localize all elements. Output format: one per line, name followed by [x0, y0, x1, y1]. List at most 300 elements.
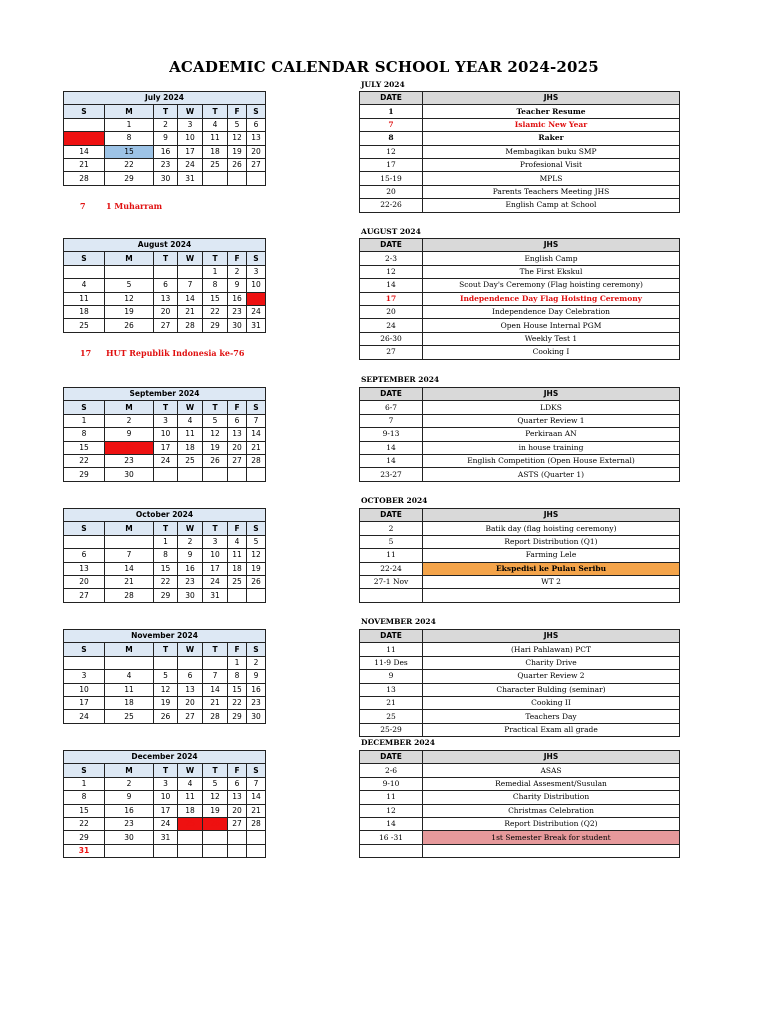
- calendar-day-cell: 25: [178, 817, 203, 830]
- calendar-day-cell: 27: [64, 589, 105, 602]
- event-date: [360, 589, 423, 602]
- calendar-day-cell: 17: [247, 292, 266, 305]
- calendar-day-cell: 18: [64, 305, 105, 318]
- calendar-week-row: [64, 414, 266, 427]
- weekday-header: T: [203, 105, 228, 118]
- calendar-day-cell: 24: [203, 575, 228, 588]
- calendar-day-cell: 19: [105, 305, 154, 318]
- event-date: 17: [360, 292, 423, 305]
- event-description: MPLS: [423, 172, 680, 185]
- calendar-day-cell: 1: [154, 535, 178, 548]
- events-header-date: DATE: [360, 239, 423, 252]
- calendar-week-row: [64, 132, 266, 145]
- events-header-jhs: JHS: [423, 509, 680, 522]
- calendar-day-cell: [228, 468, 247, 481]
- event-date: 14: [360, 817, 423, 830]
- weekday-header: F: [228, 252, 247, 265]
- weekday-header: W: [178, 105, 203, 118]
- calendar-day-cell: 28: [105, 589, 154, 602]
- calendar-day-cell: 9: [154, 132, 178, 145]
- weekday-header: T: [154, 105, 178, 118]
- calendar-day-cell: 2: [105, 777, 154, 790]
- calendar-day-cell: 25: [228, 575, 247, 588]
- event-row: [360, 670, 680, 683]
- events-table: [359, 750, 680, 858]
- calendar-day-cell: [178, 656, 203, 669]
- events-header-date: DATE: [360, 751, 423, 764]
- event-date: 15-19: [360, 172, 423, 185]
- weekday-header: M: [105, 105, 154, 118]
- calendar-day-cell: 31: [64, 844, 105, 857]
- event-row: [360, 575, 680, 588]
- calendar-day-cell: 25: [178, 454, 203, 467]
- calendar-day-cell: 12: [203, 428, 228, 441]
- calendar-day-cell: 12: [247, 549, 266, 562]
- event-row: [360, 305, 680, 318]
- calendar-week-row: [64, 172, 266, 185]
- calendar-day-cell: 27: [154, 319, 178, 332]
- event-description: [423, 844, 680, 857]
- event-description: Quarter Review 1: [423, 414, 680, 427]
- calendar-day-cell: 20: [228, 441, 247, 454]
- event-row: [360, 401, 680, 414]
- event-date: 27: [360, 346, 423, 359]
- event-description: Practical Exam all grade: [423, 723, 680, 736]
- calendar-day-cell: 26: [203, 454, 228, 467]
- event-date: 12: [360, 804, 423, 817]
- calendar-day-cell: 11: [203, 132, 228, 145]
- calendar-day-cell: 26: [247, 575, 266, 588]
- calendar-day-cell: 28: [203, 710, 228, 723]
- weekday-header: S: [64, 401, 105, 414]
- calendar-day-cell: 31: [178, 172, 203, 185]
- event-description: Scout Day's Ceremony (Flag hoisting ceremony): [423, 279, 680, 292]
- weekday-header: F: [228, 105, 247, 118]
- weekday-header: S: [64, 764, 105, 777]
- calendar-day-cell: 31: [203, 589, 228, 602]
- weekday-header: T: [203, 522, 228, 535]
- calendar-week-row: [64, 575, 266, 588]
- calendar-day-cell: [178, 844, 203, 857]
- event-description: Character Bulding (seminar): [423, 683, 680, 696]
- calendar-day-cell: 31: [247, 319, 266, 332]
- calendar-month-title: July 2024: [64, 92, 266, 105]
- calendar-day-cell: 10: [154, 428, 178, 441]
- event-description: ASAS: [423, 764, 680, 777]
- event-description: Cooking II: [423, 696, 680, 709]
- calendar-day-cell: 18: [203, 145, 228, 158]
- calendar-day-cell: 3: [178, 118, 203, 131]
- calendar-day-cell: 14: [178, 292, 203, 305]
- calendar-day-cell: 11: [64, 292, 105, 305]
- calendar-day-cell: 19: [203, 804, 228, 817]
- calendar-day-cell: [105, 265, 154, 278]
- calendar-week-row: [64, 656, 266, 669]
- calendar-day-cell: 8: [203, 279, 228, 292]
- calendar-day-cell: 21: [64, 158, 105, 171]
- event-row: [360, 199, 680, 212]
- calendar-day-cell: 16: [105, 804, 154, 817]
- weekday-header: T: [154, 764, 178, 777]
- calendar-week-row: [64, 118, 266, 131]
- calendar-day-cell: [203, 468, 228, 481]
- calendar-day-cell: 8: [228, 670, 247, 683]
- event-description: in house training: [423, 441, 680, 454]
- event-row: [360, 441, 680, 454]
- calendar-day-cell: [154, 265, 178, 278]
- event-date: 6-7: [360, 401, 423, 414]
- calendar-day-cell: 7: [247, 414, 266, 427]
- calendar-day-cell: 7: [178, 279, 203, 292]
- calendar-week-row: [64, 145, 266, 158]
- calendar-day-cell: 20: [247, 145, 266, 158]
- calendar-day-cell: 3: [154, 777, 178, 790]
- month-label: AUGUST 2024: [361, 227, 421, 236]
- calendar-day-cell: 8: [105, 132, 154, 145]
- calendar-day-cell: 6: [228, 414, 247, 427]
- calendar-day-cell: 23: [228, 305, 247, 318]
- calendar-day-cell: 19: [228, 145, 247, 158]
- calendar-day-cell: 30: [228, 319, 247, 332]
- calendar-day-cell: 30: [154, 172, 178, 185]
- weekday-header: W: [178, 522, 203, 535]
- event-row: [360, 185, 680, 198]
- calendar-day-cell: 8: [64, 428, 105, 441]
- calendar-day-cell: 5: [154, 670, 178, 683]
- calendar-week-row: [64, 670, 266, 683]
- event-row: [360, 118, 680, 131]
- calendar-day-cell: 27: [228, 454, 247, 467]
- calendar-day-cell: [64, 265, 105, 278]
- calendar-day-cell: 11: [105, 683, 154, 696]
- weekday-header: T: [203, 643, 228, 656]
- calendar-day-cell: 3: [64, 670, 105, 683]
- events-header-date: DATE: [360, 630, 423, 643]
- event-row: [360, 683, 680, 696]
- weekday-header: S: [64, 643, 105, 656]
- calendar-day-cell: [178, 468, 203, 481]
- calendar-day-cell: 26: [228, 158, 247, 171]
- event-date: 23-27: [360, 468, 423, 481]
- event-row: [360, 817, 680, 830]
- calendar-day-cell: 12: [228, 132, 247, 145]
- calendar-day-cell: 22: [64, 454, 105, 467]
- calendar-day-cell: 5: [228, 118, 247, 131]
- weekday-header: S: [247, 522, 266, 535]
- calendar-week-row: [64, 710, 266, 723]
- calendar-day-cell: 13: [154, 292, 178, 305]
- calendar-day-cell: 20: [228, 804, 247, 817]
- calendar-day-cell: 26: [203, 817, 228, 830]
- calendar-day-cell: 2: [178, 535, 203, 548]
- events-header-jhs: JHS: [423, 630, 680, 643]
- calendar-day-cell: 31: [154, 831, 178, 844]
- calendar-day-cell: 18: [228, 562, 247, 575]
- calendar-day-cell: 30: [105, 831, 154, 844]
- calendar-day-cell: [105, 535, 154, 548]
- mini-calendar: [63, 508, 266, 603]
- calendar-day-cell: 22: [154, 575, 178, 588]
- weekday-header: M: [105, 522, 154, 535]
- calendar-day-cell: [105, 844, 154, 857]
- calendar-day-cell: 5: [203, 414, 228, 427]
- calendar-day-cell: [64, 118, 105, 131]
- calendar-day-cell: 16: [154, 145, 178, 158]
- calendar-day-cell: 10: [203, 549, 228, 562]
- calendar-day-cell: 8: [154, 549, 178, 562]
- event-row: [360, 428, 680, 441]
- calendar-day-cell: 14: [247, 791, 266, 804]
- weekday-header: S: [64, 252, 105, 265]
- calendar-week-row: [64, 831, 266, 844]
- weekday-header: S: [247, 401, 266, 414]
- event-date: 25: [360, 710, 423, 723]
- calendar-day-cell: 15: [228, 683, 247, 696]
- calendar-day-cell: 14: [203, 683, 228, 696]
- calendar-day-cell: 13: [228, 428, 247, 441]
- weekday-header: T: [154, 401, 178, 414]
- calendar-day-cell: 23: [105, 454, 154, 467]
- calendar-month-title: October 2024: [64, 509, 266, 522]
- calendar-day-cell: 29: [64, 831, 105, 844]
- calendar-day-cell: 4: [64, 279, 105, 292]
- event-date: 24: [360, 319, 423, 332]
- event-description: Quarter Review 2: [423, 670, 680, 683]
- event-date: 20: [360, 305, 423, 318]
- calendar-day-cell: 14: [64, 145, 105, 158]
- calendar-day-cell: 25: [105, 710, 154, 723]
- calendar-day-cell: 4: [203, 118, 228, 131]
- weekday-header: F: [228, 401, 247, 414]
- event-row: [360, 319, 680, 332]
- event-date: 20: [360, 185, 423, 198]
- event-date: 13: [360, 683, 423, 696]
- calendar-day-cell: 19: [154, 696, 178, 709]
- event-row: [360, 589, 680, 602]
- event-row: [360, 562, 680, 575]
- event-row: [360, 764, 680, 777]
- calendar-day-cell: 7: [247, 777, 266, 790]
- calendar-week-row: [64, 441, 266, 454]
- calendar-week-row: [64, 683, 266, 696]
- event-description: Parents Teachers Meeting JHS: [423, 185, 680, 198]
- event-date: 22-24: [360, 562, 423, 575]
- calendar-day-cell: 18: [178, 804, 203, 817]
- calendar-day-cell: 1: [64, 777, 105, 790]
- event-date: [360, 844, 423, 857]
- calendar-day-cell: 21: [178, 305, 203, 318]
- calendar-week-row: [64, 562, 266, 575]
- calendar-day-cell: [178, 831, 203, 844]
- event-description: Independence Day Flag Hoisting Ceremony: [423, 292, 680, 305]
- calendar-day-cell: [203, 844, 228, 857]
- events-table: [359, 629, 680, 737]
- calendar-day-cell: [154, 656, 178, 669]
- calendar-day-cell: 17: [203, 562, 228, 575]
- calendar-day-cell: 11: [178, 428, 203, 441]
- weekday-header: M: [105, 643, 154, 656]
- weekday-header: S: [247, 252, 266, 265]
- event-row: [360, 414, 680, 427]
- calendar-week-row: [64, 804, 266, 817]
- event-description: LDKS: [423, 401, 680, 414]
- holiday-note-day: 17: [80, 348, 92, 358]
- event-date: 21: [360, 696, 423, 709]
- calendar-day-cell: [154, 468, 178, 481]
- event-date: 14: [360, 279, 423, 292]
- weekday-header: S: [64, 522, 105, 535]
- calendar-day-cell: 3: [247, 265, 266, 278]
- calendar-day-cell: [247, 589, 266, 602]
- calendar-day-cell: 21: [105, 575, 154, 588]
- event-description: Islamic New Year: [423, 118, 680, 131]
- calendar-day-cell: 14: [247, 428, 266, 441]
- calendar-day-cell: [247, 468, 266, 481]
- calendar-day-cell: 11: [178, 791, 203, 804]
- event-description: Perkiraan AN: [423, 428, 680, 441]
- mini-calendar: [63, 91, 266, 186]
- calendar-day-cell: 16: [178, 562, 203, 575]
- weekday-header: M: [105, 252, 154, 265]
- event-description: Teacher Resume: [423, 105, 680, 118]
- calendar-day-cell: 13: [178, 683, 203, 696]
- calendar-day-cell: [154, 844, 178, 857]
- event-description: English Competition (Open House External): [423, 454, 680, 467]
- calendar-day-cell: [247, 831, 266, 844]
- calendar-day-cell: 17: [64, 696, 105, 709]
- calendar-day-cell: [64, 535, 105, 548]
- event-date: 11: [360, 549, 423, 562]
- event-row: [360, 454, 680, 467]
- event-description: Farming Lele: [423, 549, 680, 562]
- calendar-day-cell: 22: [64, 817, 105, 830]
- calendar-day-cell: 1: [228, 656, 247, 669]
- calendar-day-cell: 8: [64, 791, 105, 804]
- weekday-header: T: [203, 401, 228, 414]
- calendar-day-cell: 6: [154, 279, 178, 292]
- calendar-day-cell: 18: [105, 696, 154, 709]
- calendar-day-cell: [203, 172, 228, 185]
- event-row: [360, 549, 680, 562]
- event-description: 1st Semester Break for student: [423, 831, 680, 844]
- calendar-day-cell: 17: [178, 145, 203, 158]
- weekday-header: W: [178, 643, 203, 656]
- event-date: 14: [360, 454, 423, 467]
- event-description: The First Ekskul: [423, 265, 680, 278]
- events-header-jhs: JHS: [423, 239, 680, 252]
- calendar-day-cell: 1: [105, 118, 154, 131]
- calendar-day-cell: [228, 172, 247, 185]
- mini-calendar: [63, 629, 266, 724]
- events-header-jhs: JHS: [423, 751, 680, 764]
- calendar-day-cell: 2: [154, 118, 178, 131]
- calendar-day-cell: 29: [154, 589, 178, 602]
- calendar-day-cell: 2: [105, 414, 154, 427]
- event-date: 2-6: [360, 764, 423, 777]
- calendar-week-row: [64, 279, 266, 292]
- calendar-day-cell: 1: [64, 414, 105, 427]
- calendar-day-cell: 29: [203, 319, 228, 332]
- calendar-day-cell: 26: [154, 710, 178, 723]
- month-label: OCTOBER 2024: [361, 496, 428, 505]
- calendar-day-cell: 29: [64, 468, 105, 481]
- calendar-day-cell: 17: [154, 441, 178, 454]
- calendar-week-row: [64, 265, 266, 278]
- events-header-date: DATE: [360, 92, 423, 105]
- calendar-day-cell: 24: [154, 817, 178, 830]
- calendar-day-cell: [228, 844, 247, 857]
- mini-calendar: [63, 750, 266, 858]
- calendar-day-cell: 2: [228, 265, 247, 278]
- calendar-week-row: [64, 791, 266, 804]
- event-date: 22-26: [360, 199, 423, 212]
- calendar-day-cell: 21: [203, 696, 228, 709]
- calendar-day-cell: [105, 656, 154, 669]
- event-date: 2: [360, 522, 423, 535]
- event-row: [360, 791, 680, 804]
- calendar-day-cell: 17: [154, 804, 178, 817]
- calendar-month-title: December 2024: [64, 751, 266, 764]
- holiday-note-text: 1 Muharram: [106, 201, 163, 211]
- calendar-week-row: [64, 319, 266, 332]
- events-table: [359, 387, 680, 482]
- calendar-day-cell: [203, 656, 228, 669]
- calendar-day-cell: 20: [178, 696, 203, 709]
- calendar-day-cell: 10: [64, 683, 105, 696]
- calendar-day-cell: 15: [105, 145, 154, 158]
- event-description: English Camp: [423, 252, 680, 265]
- month-label: JULY 2024: [361, 80, 405, 89]
- calendar-day-cell: 16: [105, 441, 154, 454]
- event-description: Raker: [423, 132, 680, 145]
- calendar-day-cell: [247, 172, 266, 185]
- weekday-header: W: [178, 764, 203, 777]
- event-row: [360, 132, 680, 145]
- calendar-day-cell: 29: [228, 710, 247, 723]
- event-row: [360, 252, 680, 265]
- weekday-header: F: [228, 643, 247, 656]
- events-table: [359, 508, 680, 603]
- calendar-day-cell: 20: [154, 305, 178, 318]
- weekday-header: M: [105, 401, 154, 414]
- calendar-day-cell: 11: [228, 549, 247, 562]
- calendar-day-cell: 30: [178, 589, 203, 602]
- event-date: 11-9 Des: [360, 656, 423, 669]
- calendar-day-cell: 21: [247, 804, 266, 817]
- event-description: Cooking I: [423, 346, 680, 359]
- calendar-day-cell: 28: [64, 172, 105, 185]
- calendar-day-cell: 9: [105, 791, 154, 804]
- calendar-day-cell: 5: [105, 279, 154, 292]
- calendar-day-cell: [228, 831, 247, 844]
- calendar-day-cell: 30: [247, 710, 266, 723]
- calendar-week-row: [64, 454, 266, 467]
- event-row: [360, 844, 680, 857]
- calendar-day-cell: 7: [105, 549, 154, 562]
- calendar-day-cell: 6: [228, 777, 247, 790]
- calendar-week-row: [64, 817, 266, 830]
- calendar-week-row: [64, 549, 266, 562]
- event-row: [360, 777, 680, 790]
- calendar-day-cell: 5: [247, 535, 266, 548]
- calendar-day-cell: 15: [64, 804, 105, 817]
- weekday-header: W: [178, 252, 203, 265]
- calendar-day-cell: 26: [105, 319, 154, 332]
- event-date: 9-10: [360, 777, 423, 790]
- event-date: 11: [360, 643, 423, 656]
- calendar-week-row: [64, 158, 266, 171]
- weekday-header: M: [105, 764, 154, 777]
